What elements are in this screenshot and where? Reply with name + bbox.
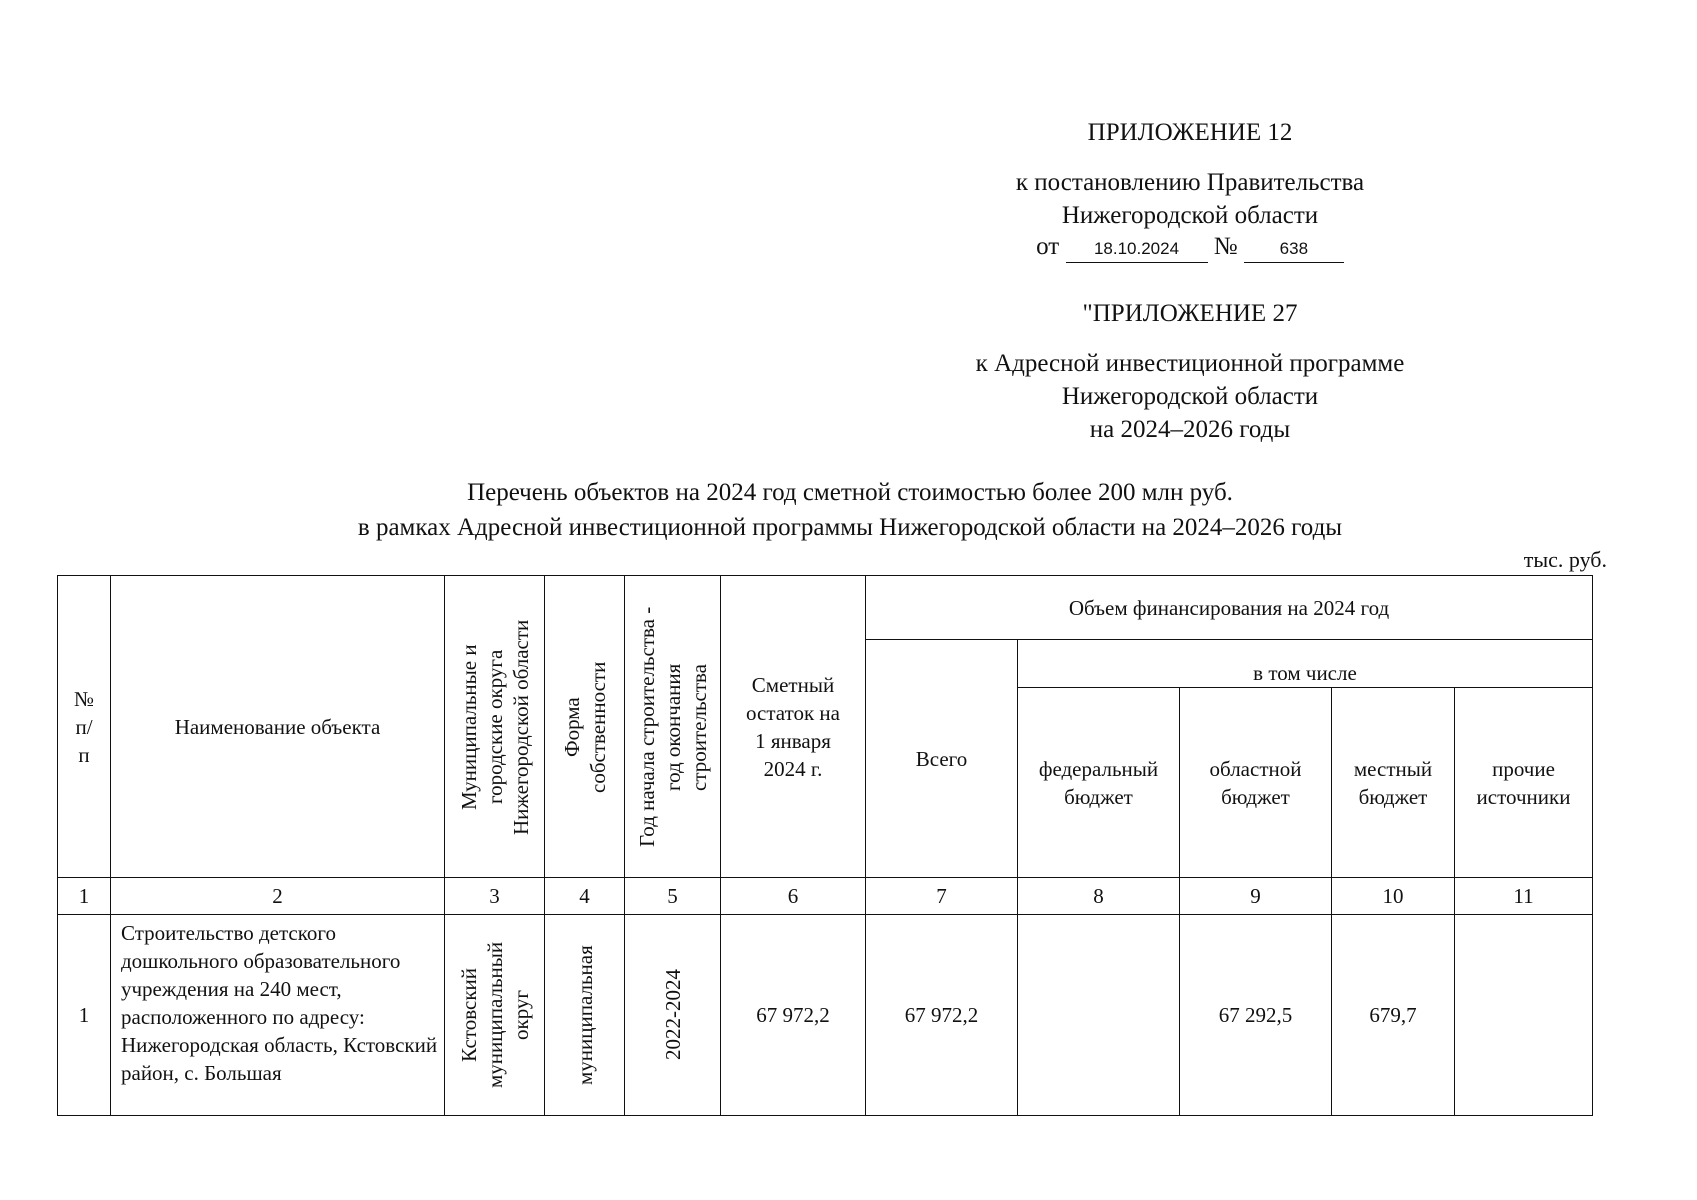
header-ownership: Форма собственности	[545, 576, 625, 878]
annex-27-line-2: Нижегородской области	[1061, 383, 1319, 410]
row-district: Кстовский муниципальный округ	[445, 915, 545, 1116]
annex-27-line-1: к Адресной инвестиционной программе	[975, 350, 1405, 377]
col-number: 2	[111, 878, 445, 915]
col-number: 7	[866, 878, 1018, 915]
header-balance: Сметный остаток на 1 января 2024 г.	[721, 576, 866, 878]
row-object-name: Строительство детского дошкольного образовательного учреждения на 240 мест, расположенного по адресу: Нижегородская область, Кстовский район, с. Большая	[111, 915, 445, 1116]
date-field	[1066, 234, 1208, 263]
col-number: 9	[1180, 878, 1332, 915]
column-number-row	[58, 878, 1593, 915]
col-number: 3	[445, 878, 545, 915]
from-label: от	[1036, 233, 1060, 260]
row-other	[1455, 915, 1593, 1116]
table-row	[58, 915, 1593, 1116]
number-label: №	[1213, 233, 1238, 260]
col-number: 8	[1018, 878, 1180, 915]
row-regional: 67 292,5	[1180, 915, 1332, 1116]
doc-title-line-1: Перечень объектов на 2024 год сметной стоимостью более 200 млн руб.	[467, 479, 1233, 506]
col-number: 11	[1455, 878, 1593, 915]
header-other: прочие источники	[1455, 688, 1593, 878]
row-total: 67 972,2	[866, 915, 1018, 1116]
annex-line-2: Нижегородской области	[1061, 202, 1319, 229]
annex-title: ПРИЛОЖЕНИЕ 12	[1087, 119, 1293, 146]
col-number: 5	[625, 878, 721, 915]
header-name: Наименование объекта	[111, 576, 445, 878]
header-regional: областной бюджет	[1180, 688, 1332, 878]
row-ownership: муниципальная	[545, 915, 625, 1116]
header-district: Муниципальные и городские округа Нижегородской области	[445, 576, 545, 878]
annex-27-title: "ПРИЛОЖЕНИЕ 27	[1082, 300, 1298, 327]
col-number: 10	[1332, 878, 1455, 915]
number-value: 638	[1279, 239, 1309, 258]
header-federal: федеральный бюджет	[1018, 688, 1180, 878]
row-local: 679,7	[1332, 915, 1455, 1116]
row-federal	[1018, 915, 1180, 1116]
header-total: Всего	[866, 640, 1018, 878]
col-number: 6	[721, 878, 866, 915]
col-number: 4	[545, 878, 625, 915]
annex-27-line-3: на 2024–2026 годы	[1089, 416, 1291, 443]
annex-line-1: к постановлению Правительства	[1015, 169, 1365, 196]
header-local: местный бюджет	[1332, 688, 1455, 878]
header-funding: Объем финансирования на 2024 год	[866, 576, 1593, 640]
header-including: в том числе	[1018, 640, 1593, 688]
row-num: 1	[58, 915, 111, 1116]
header-row-1	[58, 576, 1593, 640]
date-value: 18.10.2024	[1093, 239, 1180, 258]
row-balance: 67 972,2	[721, 915, 866, 1116]
row-years: 2022-2024	[625, 915, 721, 1116]
annex-date-line	[940, 230, 1440, 263]
units-label: тыс. руб.	[1523, 547, 1607, 572]
number-field	[1244, 234, 1344, 263]
header-years: Год начала строительства - год окончания строительства	[625, 576, 721, 878]
objects-table	[57, 575, 1593, 1116]
doc-title-line-2: в рамках Адресной инвестиционной программы Нижегородской области на 2024–2026 годы	[357, 514, 1343, 541]
header-num: № п/ п	[58, 576, 111, 878]
col-number: 1	[58, 878, 111, 915]
